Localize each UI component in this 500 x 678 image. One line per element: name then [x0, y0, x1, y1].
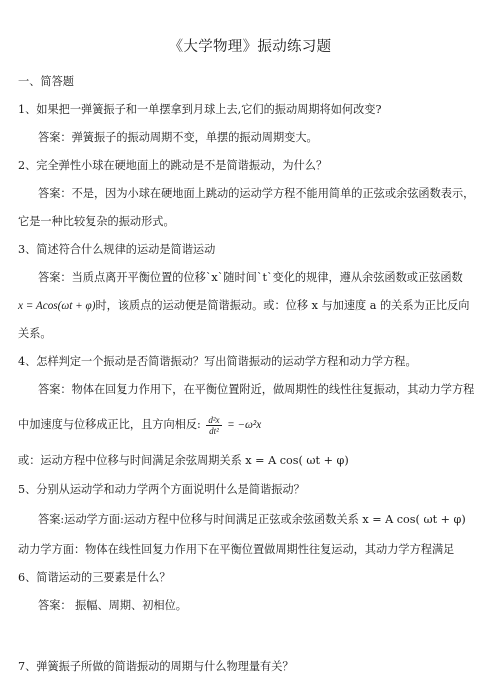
- question-6: 6、简谐运动的三要素是什么？: [18, 571, 171, 584]
- acceleration-fraction: [206, 415, 221, 436]
- fraction-numerator: d²x: [208, 414, 220, 425]
- answer-4-line-2-text: 中加速度与位移成正比，且方向相反:: [18, 418, 201, 431]
- answer-1: 答案：弹簧振子的振动周期不变，单摆的振动周期变大。: [38, 131, 318, 144]
- question-2: 2、完全弹性小球在硬地面上的跳动是不是简谐振动，为什么？: [18, 159, 328, 172]
- question-1: 1、如果把一弹簧振子和一单摆拿到月球上去,它们的振动周期将如何改变?: [18, 103, 382, 116]
- answer-3-line-2-text: 时，该质点的运动便是简谐振动。或：位移 x 与加速度 a 的关系为正比反向: [95, 299, 470, 312]
- displacement-equation: x = Acos(ωt + φ): [18, 300, 96, 312]
- answer-5-line-2: 动力学方面：物体在线性回复力作用下在平衡位置做周期性往复运动，其动力学方程满足: [18, 543, 455, 556]
- document-title: 《大学物理》振动练习题: [168, 39, 332, 55]
- acceleration-rhs: = −ω²x: [227, 419, 262, 431]
- answer-3-line-3: 关系。: [18, 327, 52, 340]
- fraction-denominator: dt²: [209, 425, 219, 436]
- answer-6: 答案： 振幅、周期、初相位。: [38, 599, 187, 612]
- question-4: 4、怎样判定一个振动是否简谐振动？写出简谐振动的运动学方程和动力学方程。: [18, 355, 417, 368]
- answer-3-line-2: [18, 299, 469, 313]
- answer-5-line-1: 答案:运动学方面:运动方程中位移与时间满足正弦或余弦函数关系 x = A cos( ωt + φ): [38, 513, 466, 526]
- section-heading: 一、简答题: [18, 75, 74, 88]
- question-7: 7、弹簧振子所做的简谐振动的周期与什么物理量有关？: [18, 660, 294, 673]
- answer-4-line-3: 或：运动方程中位移与时间满足余弦周期关系 x = A cos( ωt + φ): [18, 454, 349, 467]
- question-3: 3、简述符合什么规律的运动是简谐运动: [18, 243, 216, 256]
- answer-4-line-2: [18, 413, 261, 437]
- question-5: 5、分别从运动学和动力学两个方面说明什么是简谐振动？: [18, 483, 305, 496]
- answer-2-line-2: 它是一种比较复杂的振动形式。: [18, 215, 175, 228]
- answer-3-line-1: 答案：当质点离开平衡位置的位移`x`随时间`t`变化的规律，遵从余弦函数或正弦函数: [38, 271, 463, 284]
- answer-2-line-1: 答案：不是，因为小球在硬地面上跳动的运动学方程不能用简单的正弦或余弦函数表示，: [38, 187, 475, 200]
- answer-4-line-1: 答案：物体在回复力作用下，在平衡位置附近，做周期性的线性往复振动，其动力学方程: [38, 383, 475, 396]
